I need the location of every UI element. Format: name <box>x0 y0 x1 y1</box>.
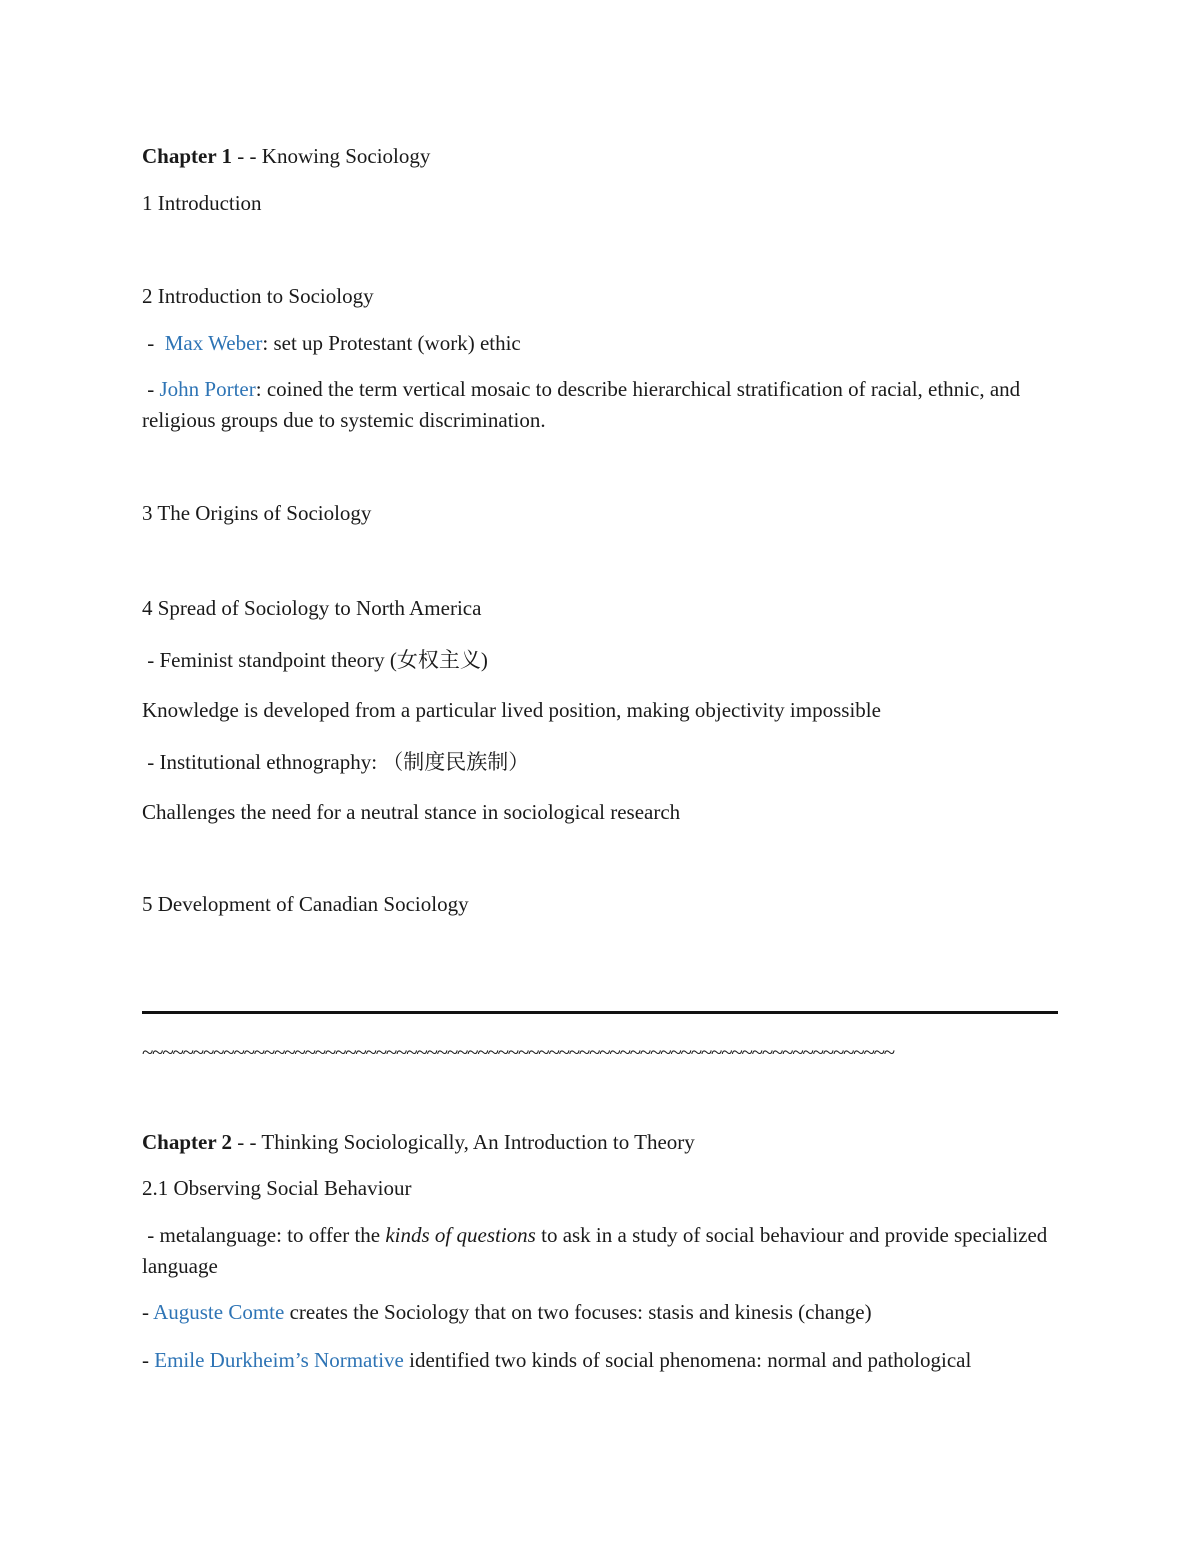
john-porter-name: John Porter <box>159 377 256 401</box>
chapter-1-separator: - - <box>232 144 262 168</box>
chapter-2-separator: - - <box>232 1130 262 1154</box>
section-2-1-heading: 2.1 Observing Social Behaviour <box>142 1176 412 1200</box>
chapter-1-label: Chapter 1 <box>142 144 233 168</box>
durkheim-text: identified two kinds of social phenomena: normal and pathological <box>403 1348 972 1372</box>
ethnography-description: Challenges the need for a neutral stance in sociological research <box>142 800 681 824</box>
feminist-description: Knowledge is developed from a particular lived position, making objectivity impossible <box>142 698 881 722</box>
chapter-2-title: Thinking Sociologically, An Introduction to Theory <box>261 1130 695 1154</box>
section-3-heading: 3 The Origins of Sociology <box>142 501 372 525</box>
chapter-1-heading <box>142 144 430 168</box>
auguste-comte-name: Auguste Comte <box>153 1300 285 1324</box>
weber-prefix: - <box>142 331 165 355</box>
weber-note <box>142 331 521 355</box>
porter-note <box>142 374 1057 436</box>
max-weber-name: Max Weber <box>164 331 263 355</box>
chapter-divider-line <box>142 1011 1058 1014</box>
chapter-2-heading <box>142 1130 695 1154</box>
tilde-divider: ~~~~~~~~~~~~~~~~~~~~~~~~~~~~~~~~~~~~~~~~~~~~~~~~~~~~~~~~~~~~~~~~~~~~~~~~~~ <box>142 1040 894 1064</box>
metalanguage-text-a: - metalanguage: to offer the <box>142 1223 386 1247</box>
chapter-1-title: Knowing Sociology <box>261 144 431 168</box>
durkheim-note <box>142 1345 1057 1376</box>
feminist-standpoint-note: - Feminist standpoint theory (女权主义) <box>142 648 488 672</box>
metalanguage-text-b: to ask in a study of social behaviour and provide specialized language <box>142 1223 1048 1278</box>
metalanguage-note <box>142 1220 1057 1282</box>
metalanguage-emphasis: kinds of questions <box>385 1223 536 1247</box>
section-1-heading: 1 Introduction <box>142 191 262 215</box>
durkheim-prefix: - <box>142 1348 155 1372</box>
comte-prefix: - <box>142 1300 154 1324</box>
comte-note <box>142 1300 872 1324</box>
institutional-ethnography-note: - Institutional ethnography: （制度民族制） <box>142 750 530 774</box>
section-4-heading: 4 Spread of Sociology to North America <box>142 596 482 620</box>
section-2-heading: 2 Introduction to Sociology <box>142 284 374 308</box>
chapter-2-label: Chapter 2 <box>142 1130 233 1154</box>
durkheim-name: Emile Durkheim’s Normative <box>154 1348 404 1372</box>
porter-text: : coined the term vertical mosaic to describe hierarchical stratification of racial, ethnic, and religious groups due to systemic discrimination. <box>142 377 1021 432</box>
porter-prefix: - <box>142 377 160 401</box>
comte-text: creates the Sociology that on two focuses: stasis and kinesis (change) <box>284 1300 872 1324</box>
weber-text: : set up Protestant (work) ethic <box>262 331 521 355</box>
section-5-heading: 5 Development of Canadian Sociology <box>142 892 469 916</box>
